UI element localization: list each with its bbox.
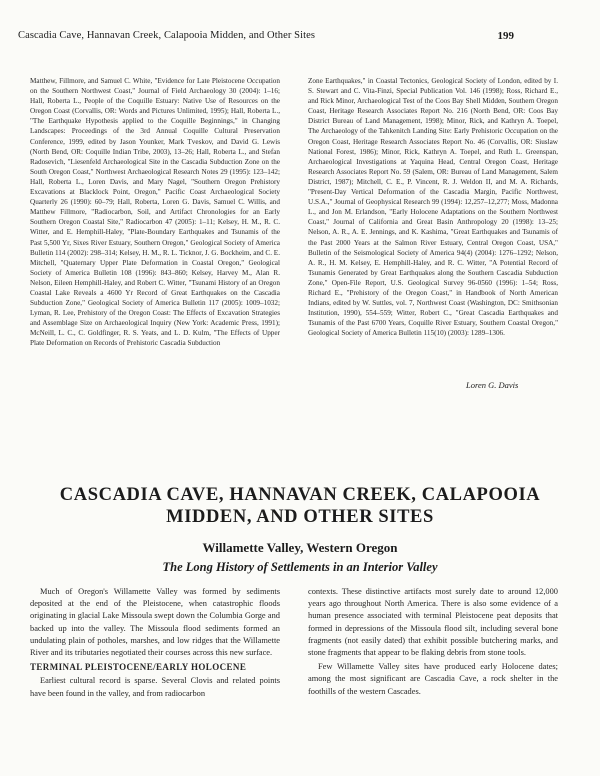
- section-heading: TERMINAL PLEISTOCENE/EARLY HOLOCENE: [30, 662, 247, 673]
- section-paragraph: Earliest cultural record is sparse. Several Clovis and related points have been found in the valley, and from radiocarbon: [30, 676, 280, 698]
- article-title: CASCADIA CAVE, HANNAVAN CREEK, CALAPOOIA MIDDEN, AND OTHER SITES: [59, 485, 541, 527]
- right-paragraph-2: Few Willamette Valley sites have produced early Holocene dates; among the most significant are Cascadia Cave, a rock shelter in the foothills of the western Cascades.: [308, 662, 558, 696]
- references-right-column: Zone Earthquakes," in Coastal Tectonics, Geological Society of London, edited by I. S. Stewart and C. Vita-Finzi, Special Publication Vol. 146 (1998); Ross, Richard E., and Rick Minor, Archaeological Test of the Coos Bay Shell Midden, Southern Oregon Coast, Heritage Research Associates Report No. 216 (North Bend, OR: Coos Bay District Bureau of Land Management, 1998); Minor, Rick, and Kathryn A. Toepel, The Archaeology of the Tahkenitch Landing Site: Early Prehistoric Occupation on the Oregon Coast, Heritage Research Associates Report No. 46 (Corvallis, OR: Siuslaw National Forest, 1986); Minor, Rick, Kathryn A. Toepel, and Ruth L. Greenspan, Archaeological Investigations at Yaquina Head, Central Oregon Coast, Heritage Research Associates Report No. 59 (Salem, OR: Bureau of Land Management, Salem District, 1987); Mitchell, C. E., P. Vincent, R. J. Weldon II, and M. A. Richards, "Present-Day Vertical Deformation of the Cascadia Margin, Pacific Northwest, U.S.A.," Journal of Geophysical Research 99 (1994): 12,257–12,277; Moss, Madonna L., and Jon M. Erlandson, "Early Holocene Adaptations on the Southern Northwest Coast," Journal of California and Great Basin Anthropology 20 (1998): 13–25; Nelson, A. R., A. E. Jennings, and K. Kashima, "Great Earthquakes and Tsunamis of the Past 2000 Years at the Salmon River Estuary, Central Oregon Coast, USA," Bulletin of the Seismological Society of America 94(4) (2004): 1276–1292; Nelson, A. R., H. M. Kelsey, E. Hemphill-Haley, and R. C. Witter, "A Potential Record of Tsunamis Generated by Great Earthquakes along the Southern Cascadia Subduction Zone," Open-File Report, U.S. Geological Survey 96-0560 (1996): 1–54; Ross, Richard E., "Prehistory of the Oregon Coast," in Handbook of North American Indians, edited by W. Suttles, vol. 7, Northwest Coast (Washington, DC: Smithsonian Institution, 1990), 554–559; Witter, Robert C., "Great Cascadia Earthquakes and Tsunamis of the Past 6700 Years, Coquille River Estuary, Southern Coastal Oregon," Geological Society of America Bulletin 115(10) (2003): 1289–1306.: [308, 77, 558, 338]
- article-subtitle: Willamette Valley, Western Oregon: [202, 540, 398, 555]
- body-right-column: [308, 586, 558, 776]
- intro-paragraph: Much of Oregon's Willamette Valley was formed by sediments deposited at the end of the Pleistocene, when catastrophic floods originating in glacial Lake Missoula swept down the Columbia Gorge and backed up into the valley. The Missoula flood sediments formed an undulating plain of potholes, marshes, and low ridges that the Willamette River and its tributaries negotiated their courses across this new surface.: [30, 587, 280, 658]
- page-number: 199: [497, 30, 514, 42]
- article-subsubtitle: The Long History of Settlements in an Interior Valley: [162, 560, 438, 574]
- references-left-column: Matthew, Fillmore, and Samuel C. White, "Evidence for Late Pleistocene Occupation on the Southern Northwest Coast," Journal of Field Archaeology 30 (2004): 1–16; Hall, Roberta L., People of the Coquille Estuary: Native Use of Resources on the Oregon Coast (Corvallis, OR: Words and Pictures Unlimited, 1995); Hall, Roberta L., "The Earthquake Hypothesis applied to the Coquille Beginnings," in Changing Landscapes: Proceedings of the 3rd Annual Coquille Cultural Preservation Conference, 1999, edited by Jason Younker, Mark Tveskov, and David G. Lewis (North Bend, OR: Coquille Indian Tribe, 2003), 13–26; Hall, Roberta L., and Stefan Radosevich, "Liesenfeld Archaeological Site in the Cascadia Subduction Zone on the South Oregon Coast," Northwest Archaeological Research Notes 29 (1995): 123–142; Hall, Roberta L., Loren Davis, and Mary Nagel, "Southern Oregon Prehistory Excavations at Blacklock Point, Oregon," Pacific Coast Archaeological Society Quarterly 26 (1990): 60–79; Hall, Roberta, Loren G. Davis, Samuel C. Willis, and Matthew Fillmore, "Radiocarbon, Soil, and Artifact Chronologies for an Early Southern Oregon Coastal Site," Radiocarbon 47 (2005): 1–11; Kelsey, H. M., R. C. Witter, and E. Hemphill-Haley, "Plate-Boundary Earthquakes and Tsunamis of the Past 5,500 Yr, Sixes River Estuary, Southern Oregon," Geological Society of America Bulletin 114 (2002): 298–314; Kelsey, H. M., R. L. Ticknor, J. G. Bockheim, and C. E. Mitchell, "Quaternary Upper Plate Deformation in Coastal Oregon," Geological Society of America Bulletin 108 (1996): 843–860; Kelsey, Harvey M., Alan R. Nelson, Eileen Hemphill-Haley, and Robert C. Witter, "Tsunami History of an Oregon Coastal Lake Reveals a 4600 Yr Record of Great Earthquakes on the Cascadia Subduction Zone," Geological Society of America Bulletin 117 (2005): 1009–1032; Lyman, R. Lee, Prehistory of the Oregon Coast: The Effects of Excavation Strategies and Assemblage Size on Archaeological Inquiry (New York: Academic Press, 1991); McNeill, L. C., C. Goldfinger, R. S. Yeats, and L. D. Kulm, "The Effects of Upper Plate Deformation on Records of Prehistoric Cascadia Subduction: [30, 77, 280, 348]
- running-header: Cascadia Cave, Hannavan Creek, Calapooia Midden, and Other Sites: [18, 30, 316, 41]
- entry-author: Loren G. Davis: [466, 380, 519, 390]
- body-left-column: [30, 586, 280, 776]
- right-paragraph-1: contexts. These distinctive artifacts most surely date to around 12,000 years ago throughout North America. There is also some evidence of a human presence associated with terminal Pleistocene peat deposits that formed in depressions of the Missoula flood silt, including several bone fragments (not easily dated) that exhibit possible butchering marks, and stone fragments that appear to be flaking debris from stone tools.: [308, 587, 558, 658]
